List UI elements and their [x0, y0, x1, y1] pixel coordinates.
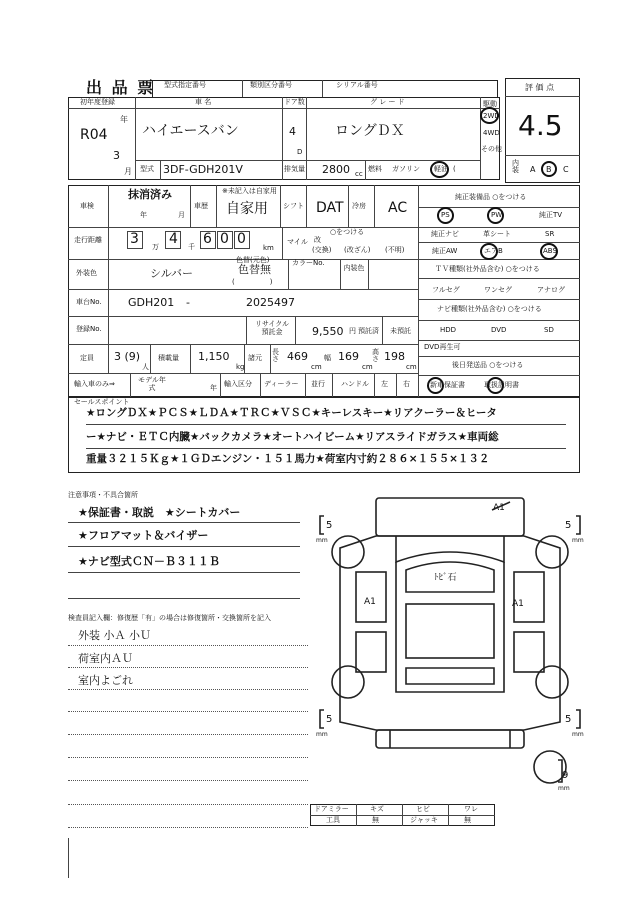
- ac-value: AC: [388, 200, 408, 216]
- drive-label: 駆動: [483, 100, 497, 108]
- equip-pw: PW: [491, 211, 503, 219]
- recycle-unpaid: 未預託: [390, 327, 411, 335]
- dim-length-unit: cm: [311, 363, 322, 371]
- equip-pw-circle: [487, 207, 504, 224]
- shift-value: DAT: [316, 200, 344, 216]
- load-value: 1,150: [198, 350, 230, 363]
- recycle-unit: 円: [349, 327, 356, 335]
- color-no-label: カラーNo.: [292, 259, 325, 267]
- type-designation-label: 型式指定番号: [164, 81, 206, 89]
- dims-label: 諸元: [248, 354, 262, 362]
- color-change-paren: ( ): [232, 278, 273, 286]
- sales-line-1: ★ロングＤＸ★ＰＣＳ★ＬＤＡ★ＴＲＣ★ＶＳＣ★キーレスキー★リアクーラー＆ヒータ: [86, 407, 497, 419]
- meter-header: ○をつける: [330, 228, 365, 236]
- inspection-year-unit: 年: [140, 211, 147, 219]
- equip-leather: 革シート: [483, 230, 511, 238]
- model-label: 型式: [140, 165, 154, 173]
- car-damage-diagram: [310, 492, 590, 802]
- navi-dvd: DVD: [491, 326, 507, 334]
- later-warranty-circle: [427, 377, 444, 394]
- drive-4wd: 4WD: [483, 129, 500, 137]
- year-unit: 年: [120, 115, 128, 124]
- load-unit: kg: [236, 363, 245, 371]
- table-head-mirror: ドアミラー: [314, 805, 349, 813]
- drive-2wd: 2WD: [483, 112, 500, 120]
- import-label: 輸入車のみ⇒: [74, 380, 115, 388]
- sales-line-2: ー★ナビ・ＥＴＣ内臓★バックカメラ★オートハイビーム★リアスライドガラス★車両総: [86, 431, 499, 443]
- table-val-jack-status: 無: [464, 816, 471, 824]
- inspector-line-1: 外装 小Ａ 小Ｕ: [78, 629, 151, 642]
- mileage-digit-2: 4: [169, 231, 178, 247]
- tire-rl: 5: [326, 714, 333, 725]
- displacement-value: 2800: [322, 163, 350, 176]
- table-val-tools: 工具: [326, 816, 340, 824]
- later-manual-circle: [487, 377, 504, 394]
- interior-grade-circle: [541, 161, 557, 177]
- equip-abs-circle: [540, 243, 558, 260]
- chassis-dash: -: [186, 296, 190, 309]
- table-head-scratch: キズ: [370, 805, 384, 813]
- meter-opt-2: (交換): [312, 246, 332, 254]
- diagram-label-chip: ﾄﾋﾞ石: [434, 573, 457, 583]
- score-label: 評 価 点: [525, 83, 555, 92]
- reg-no-label: 登録No.: [76, 325, 102, 333]
- door-suffix: D: [297, 148, 303, 156]
- displacement-unit: cc: [355, 170, 363, 178]
- later-title: 後日発送品 ○をつける: [452, 361, 524, 369]
- load-label: 積載量: [158, 354, 179, 362]
- fuel-gasoline: ガソリン: [392, 165, 420, 173]
- chassis-label: 車台No.: [76, 298, 102, 306]
- equip-navi: 純正ナビ: [431, 230, 459, 238]
- chassis-model: GDH201: [128, 296, 175, 309]
- handle-left: 左: [381, 380, 388, 388]
- door-count-label: ドア数: [284, 98, 305, 106]
- model-year-unit: 年: [210, 384, 217, 392]
- equip-ps-circle: [437, 207, 454, 224]
- mileage-digit-4: 0: [220, 231, 229, 247]
- table-head-break: ワレ: [464, 805, 478, 813]
- color-change-note: 色替(元色): [236, 256, 270, 264]
- handle-right: 右: [403, 380, 410, 388]
- serial-number-label: シリアル番号: [336, 81, 378, 89]
- equip-abs: ABS: [543, 247, 557, 255]
- capacity-unit: 人: [142, 363, 149, 371]
- import-dealer: ディーラー: [264, 380, 299, 388]
- import-parallel: 並行: [311, 380, 325, 388]
- drive-other: その他: [481, 145, 502, 153]
- inspector-label: 検査員記入欄：修復歴「有」の場合は修復箇所・交換箇所を記入: [68, 614, 271, 622]
- capacity-label: 定員: [80, 354, 94, 362]
- month-unit: 月: [124, 167, 132, 176]
- interior-label: 内装: [512, 159, 519, 174]
- table-val-jack: ジャッキ: [410, 816, 438, 824]
- dvd-playback: DVD再生可: [424, 343, 461, 351]
- car-name-label: 車 名: [195, 98, 212, 106]
- tire-rl-unit: mm: [316, 731, 328, 738]
- color-label: 外装色: [76, 269, 97, 277]
- table-head-crack: ヒビ: [416, 805, 430, 813]
- mileage-label: 走行距離: [74, 236, 102, 244]
- tire-fl: 5: [326, 520, 333, 531]
- tire-fr: 5: [565, 520, 572, 531]
- mileage-digit-3: 6: [203, 231, 212, 247]
- mileage-digit-1: 3: [130, 231, 139, 247]
- equip-sr: SR: [545, 230, 555, 238]
- model-year-label: モデル年式: [138, 376, 166, 393]
- table-val-tools-status: 無: [372, 816, 379, 824]
- navi-title: ナビ種類(社外品含む) ○をつける: [437, 305, 542, 313]
- capacity-value: 3 (9): [114, 350, 141, 363]
- recycle-label: リサイクル預託金: [254, 320, 290, 337]
- interior-grade-b: B: [546, 165, 552, 174]
- equip-tv: 純正TV: [539, 211, 563, 219]
- car-name-value: ハイエースバン: [142, 123, 239, 139]
- later-warranty: 新車保証書: [430, 381, 465, 389]
- equip-airbag: エアB: [484, 247, 503, 255]
- dim-length-label: 長さ: [272, 348, 279, 363]
- tire-rr-unit: mm: [572, 731, 584, 738]
- dim-length: 469: [287, 350, 308, 363]
- tire-spare-unit: mm: [558, 785, 570, 792]
- mile-label: マイル: [287, 238, 308, 246]
- interior-color-label: 内装色: [343, 264, 365, 272]
- handle-label: ハンドル: [341, 380, 369, 388]
- interior-grade-a: A: [530, 165, 536, 174]
- color-value: シルバー: [150, 267, 193, 280]
- dim-width-unit: cm: [362, 363, 373, 371]
- meter-opt-4: (不明): [385, 246, 405, 254]
- usage-note: ※未記入は自家用: [222, 187, 277, 195]
- tire-fr-unit: mm: [572, 537, 584, 544]
- document-title: 出 品 票: [86, 78, 156, 97]
- first-reg-era: R04: [80, 127, 108, 143]
- interior-grade-c: C: [563, 165, 569, 174]
- recycle-paid: 預託済: [358, 327, 379, 335]
- usage-label: 車歴: [194, 202, 208, 210]
- inspector-line-2: 荷室内ＡＵ: [78, 652, 133, 665]
- dim-height-label: 高さ: [372, 348, 379, 363]
- mileage-unit-sen: 千: [188, 243, 195, 251]
- navi-sd: SD: [544, 326, 554, 334]
- tire-rr: 5: [565, 714, 572, 725]
- sales-line-3: 重量３２１５Ｋｇ★１ＧＤエンジン・１５１馬力★荷室内寸約２８６×１５５×１３２: [86, 453, 490, 465]
- fuel-diesel: 軽油: [434, 165, 448, 173]
- tv-analog: アナログ: [537, 286, 565, 294]
- equip-airbag-circle: [480, 243, 498, 260]
- dim-height-unit: cm: [406, 363, 417, 371]
- sales-points-label: セールスポイント: [74, 398, 130, 406]
- later-manual: 取扱説明書: [484, 381, 519, 389]
- mileage-digit-5: 0: [237, 231, 246, 247]
- usage-value: 自家用: [226, 201, 268, 217]
- tire-fl-unit: mm: [316, 537, 328, 544]
- fuel-label: 燃料: [368, 165, 382, 173]
- displacement-label: 排気量: [284, 165, 305, 173]
- navi-hdd: HDD: [440, 326, 457, 334]
- ac-label: 冷房: [352, 202, 366, 210]
- dim-height: 198: [384, 350, 405, 363]
- dim-width-label: 幅: [324, 354, 331, 362]
- mileage-unit-km: km: [263, 244, 274, 252]
- recycle-amount: 9,550: [312, 325, 344, 338]
- chassis-serial: 2025497: [246, 296, 295, 309]
- meter-opt-1: 改: [314, 236, 321, 244]
- tire-spare: 9: [562, 770, 569, 781]
- inspection-value: 抹消済み: [128, 188, 172, 201]
- note-line-3: ★ナビ型式ＣＮ－Ｂ３１１Ｂ: [78, 555, 220, 568]
- category-number-label: 類別区分番号: [250, 81, 292, 89]
- color-change-value: 色替無: [238, 263, 271, 276]
- equip-aw: 純正AW: [432, 247, 458, 255]
- diagram-label-left: A1: [364, 597, 376, 607]
- tv-title: ＴＶ種類(社外品含む) ○をつける: [435, 265, 540, 273]
- equipment-title: 純正装備品 ○をつける: [455, 193, 527, 201]
- first-reg-label: 初年度登録: [80, 98, 115, 106]
- mileage-unit-man: 万: [152, 243, 159, 251]
- import-type-label: 輸入区分: [224, 380, 252, 388]
- inspection-label: 車検: [80, 202, 94, 210]
- tv-fullseg: フルセグ: [432, 286, 460, 294]
- diagram-label-right: A1: [512, 599, 524, 609]
- inspector-line-3: 室内よごれ: [78, 674, 133, 687]
- dim-width: 169: [338, 350, 359, 363]
- grade-label: グ レ ー ド: [370, 98, 405, 106]
- model-value: 3DF-GDH201V: [163, 163, 243, 176]
- meter-opt-3: (改ざん): [344, 246, 371, 254]
- inspection-month-unit: 月: [178, 211, 185, 219]
- note-line-2: ★フロアマット＆バイザー: [78, 529, 209, 542]
- score-value: 4.5: [518, 109, 563, 142]
- first-reg-month: 3: [113, 149, 120, 162]
- fuel-paren: (: [453, 165, 456, 173]
- note-line-1: ★保証書・取説 ★シートカバー: [78, 506, 241, 519]
- fuel-circle: [430, 161, 449, 178]
- equip-ps: PS: [441, 211, 450, 219]
- diagram-label-front: A1: [493, 503, 505, 513]
- drive-circle: [480, 107, 499, 124]
- grade-value: ロングＤＸ: [335, 123, 405, 139]
- tv-oneseg: ワンセグ: [484, 286, 512, 294]
- shift-label: シフト: [283, 202, 304, 210]
- door-count-value: 4: [289, 125, 296, 138]
- notes-label: 注意事項・不具合箇所: [68, 491, 138, 499]
